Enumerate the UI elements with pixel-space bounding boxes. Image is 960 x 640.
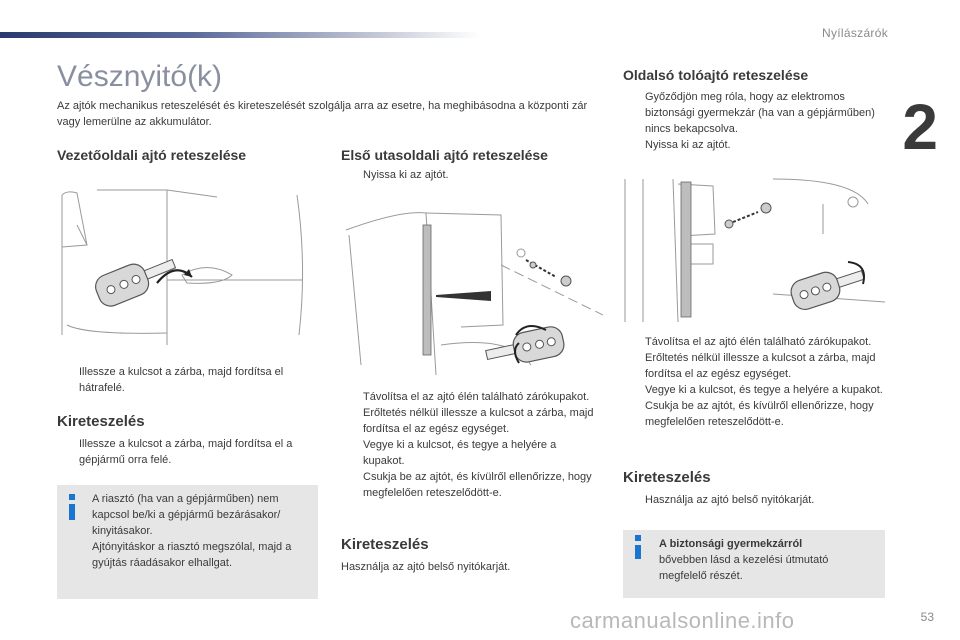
driver-door-illustration xyxy=(57,185,312,345)
passenger-unlock-text: Használja az ajtó belső nyitókarját. xyxy=(341,561,511,573)
list-item: Vegye ki a kulcsot, és tegye a helyére a kupakot. xyxy=(363,439,557,467)
passenger-door-illustration xyxy=(341,205,603,380)
page-title: Vésznyitó(k) xyxy=(57,60,223,93)
list-item: Győződjön meg róla, hogy az elektromos biztonsági gyermekzár (ha van a gépjárműben) nincs bekapcsolva. xyxy=(645,91,875,135)
page-number: 53 xyxy=(920,610,934,624)
passenger-door-heading: Első utasoldali ajtó reteszelése xyxy=(341,147,548,163)
info-icon xyxy=(69,504,75,520)
sliding-door-illustration xyxy=(623,174,885,322)
intro-text: Az ajtók mechanikus reteszelését és kireteszelését szolgálja arra az esetre, ha meghibásodna a központi zár vagy lemerülne az akkumulátor. xyxy=(57,100,588,128)
list-item: Csukja be az ajtót, és kívülről ellenőrizze, hogy megfelelően reteszelődött-e. xyxy=(363,471,592,499)
driver-unlock-steps xyxy=(57,436,312,468)
list-item: Illessze a kulcsot a zárba, majd fordítsa el a gépjármű orra felé. xyxy=(79,438,293,466)
list-item: Erőltetés nélkül illessze a kulcsot a zárba, majd fordítsa el az egész egységet. xyxy=(363,407,594,435)
header-bar xyxy=(0,32,480,38)
driver-door-heading: Vezetőoldali ajtó reteszelése xyxy=(57,147,247,163)
list-item: Használja az ajtó belső nyitókarját. xyxy=(645,494,815,506)
driver-lock-steps xyxy=(57,364,312,396)
child-lock-info-text: A biztonsági gyermekzárról bővebben lásd a kezelési útmutató megfelelő részét. xyxy=(659,538,829,582)
sliding-door-prep-steps xyxy=(623,89,885,153)
sliding-door-lock-steps xyxy=(623,334,885,430)
passenger-open-step xyxy=(341,167,596,183)
driver-unlock-heading: Kireteszelés xyxy=(57,413,145,430)
watermark: carmanualsonline.info xyxy=(570,608,795,633)
passenger-unlock-heading: Kireteszelés xyxy=(341,536,429,553)
list-item: Nyissa ki az ajtót. xyxy=(363,169,449,181)
list-item: Csukja be az ajtót, és kívülről ellenőrizze, hogy megfelelően reteszelődött-e. xyxy=(645,400,874,428)
info-icon xyxy=(635,545,641,559)
list-item: Távolítsa el az ajtó élén található zárókupakot. xyxy=(363,391,590,403)
chapter-number: 2 xyxy=(902,91,938,163)
passenger-lock-steps xyxy=(341,389,599,501)
list-item: Illessze a kulcsot a zárba, majd fordítsa el hátrafelé. xyxy=(79,366,284,394)
list-item: Erőltetés nélkül illessze a kulcsot a zárba, majd fordítsa el az egész egységet. xyxy=(645,352,876,380)
list-item: Vegye ki a kulcsot, és tegye a helyére a kupakot. xyxy=(645,384,883,396)
section-label: Nyílászárók xyxy=(822,26,888,40)
sliding-door-heading: Oldalsó tolóajtó reteszelése xyxy=(623,67,809,83)
sliding-door-unlock-heading: Kireteszelés xyxy=(623,469,711,486)
list-item: Nyissa ki az ajtót. xyxy=(645,139,731,151)
sliding-door-unlock-steps xyxy=(623,492,885,508)
list-item: Távolítsa el az ajtó élén található zárókupakot. xyxy=(645,336,872,348)
alarm-info-text: A riasztó (ha van a gépjárműben) nem kapcsol be/ki a gépjármű bezárásakor/ kinyitásakor. Ajtónyitáskor a riasztó megszólal, majd a gyújtás ráadásakor elhallgat. xyxy=(92,493,292,569)
